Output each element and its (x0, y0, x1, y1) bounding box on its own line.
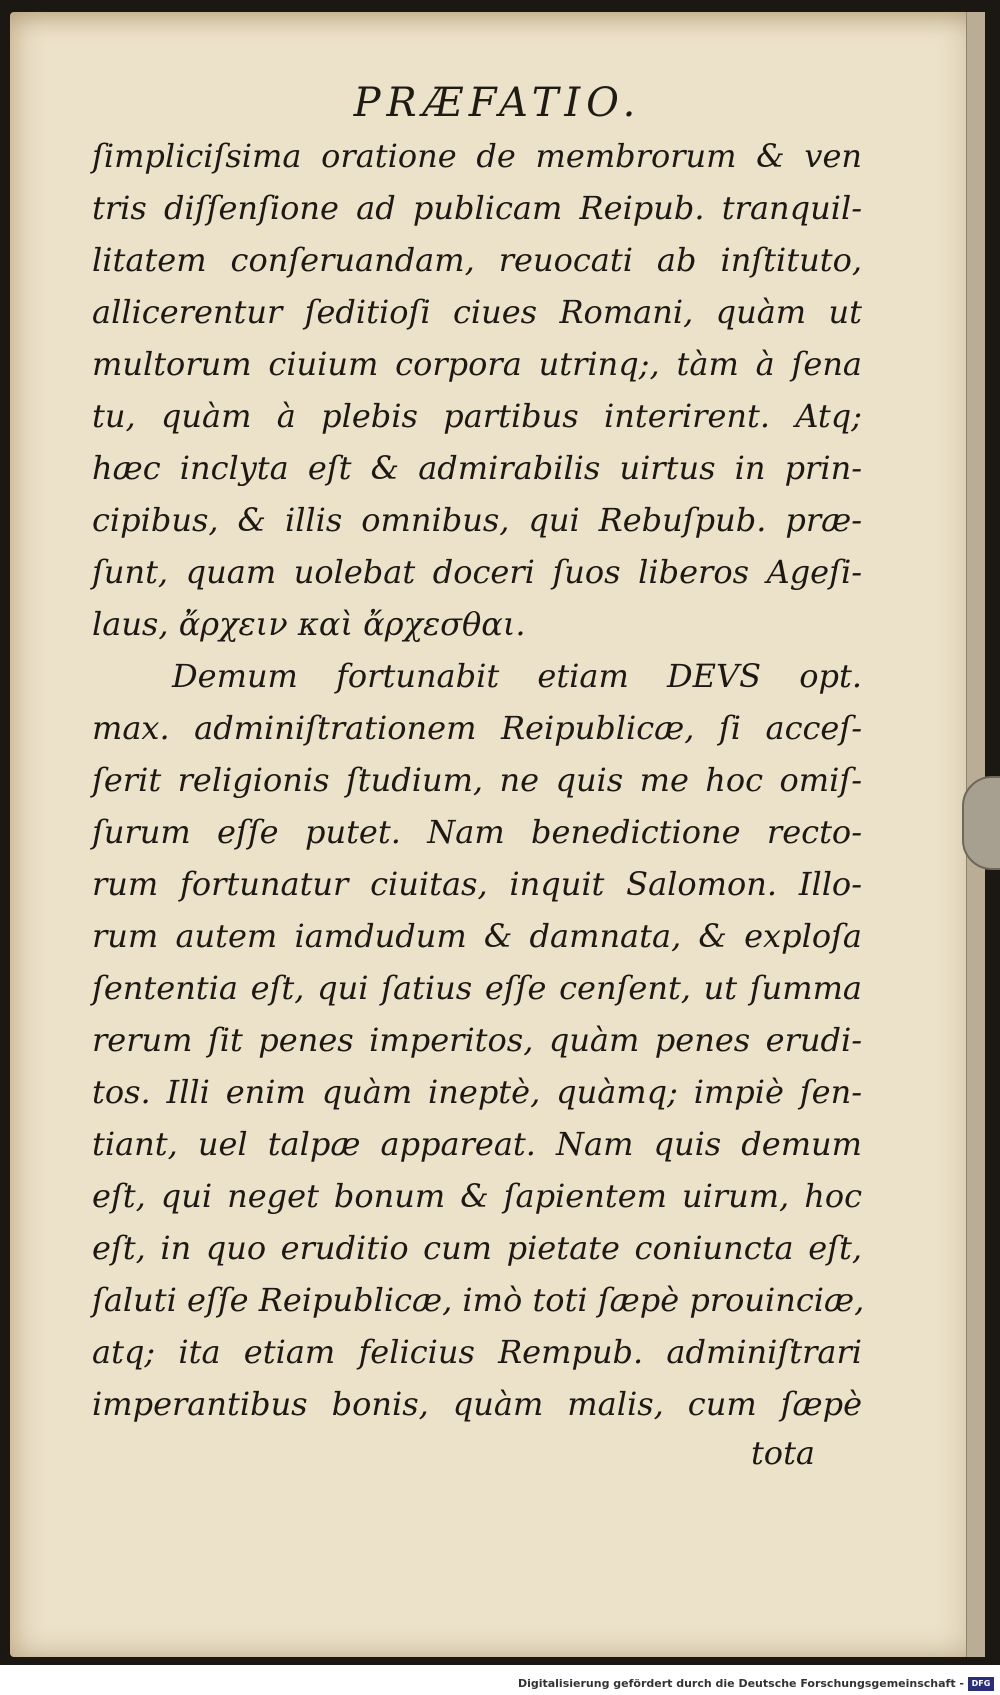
text-line: rerum ſit penes imperitos, quàm penes erudi- (92, 1021, 862, 1059)
book-page (10, 12, 985, 1657)
text-line: ſaluti eſſe Reipublicæ, imò toti ſæpè prouinciæ, (92, 1281, 865, 1319)
catchword: tota (750, 1434, 815, 1472)
footer-bar (0, 1675, 1000, 1695)
text-line: hæc inclyta eſt & admirabilis uirtus in prin- (92, 449, 862, 487)
text-line: litatem conſeruandam, reuocati ab inſtituto, (92, 241, 862, 279)
text-line: multorum ciuium corpora utrinq;, tàm à ſena (92, 345, 862, 383)
text-line-paragraph-start: Demum fortunabit etiam DEVS opt. (172, 657, 862, 695)
text-line: tiant, uel talpæ appareat. Nam quis demum (92, 1125, 862, 1163)
body-text (92, 130, 865, 1430)
text-line: laus, ἄρχειν καὶ ἄρχεσθαι. (92, 605, 526, 643)
text-line: ſurum eſſe putet. Nam benedictione recto- (92, 813, 862, 851)
dfg-logo: DFG (968, 1677, 994, 1691)
text-line: cipibus, & illis omnibus, qui Rebuſpub. præ- (92, 501, 862, 539)
text-line: ſerit religionis ſtudium, ne quis me hoc omiſ- (92, 761, 862, 799)
text-line: ſunt, quam uolebat doceri ſuos liberos Ageſi- (92, 553, 862, 591)
text-line: tu, quàm à plebis partibus interirent. Atq; (92, 397, 862, 435)
text-line: rum autem iamdudum & damnata, & exploſa (92, 917, 862, 955)
text-line: tos. Illi enim quàm ineptè, quàmq; impiè ſen- (92, 1073, 862, 1111)
text-line: atq; ita etiam felicius Rempub. adminiſtrari (92, 1333, 862, 1371)
text-line: ſimpliciſsima oratione de membrorum & ven (92, 137, 862, 175)
text-line: eſt, in quo eruditio cum pietate coniuncta eſt, (92, 1229, 862, 1267)
text-line: eſt, qui neget bonum & ſapientem uirum, hoc (92, 1177, 862, 1215)
footer-credit: Digitalisierung gefördert durch die Deutsche Forschungsgemeinschaft - (517, 1677, 964, 1690)
text-line: ſententia eſt, qui ſatius eſſe cenſent, ut ſumma (92, 969, 862, 1007)
text-line: imperantibus bonis, quàm malis, cum ſæpè (92, 1385, 862, 1423)
text-line: tris diſſenſione ad publicam Reipub. tranquil- (92, 189, 862, 227)
text-line: allicerentur ſeditioſi ciues Romani, quàm ut (92, 293, 862, 331)
page-tab-marker (962, 776, 1000, 870)
text-line: max. adminiſtrationem Reipublicæ, ſi acceſ- (92, 709, 862, 747)
running-head: PRÆFATIO. (353, 80, 642, 126)
text-line: rum fortunatur ciuitas, inquit Salomon. Illo- (92, 865, 862, 903)
